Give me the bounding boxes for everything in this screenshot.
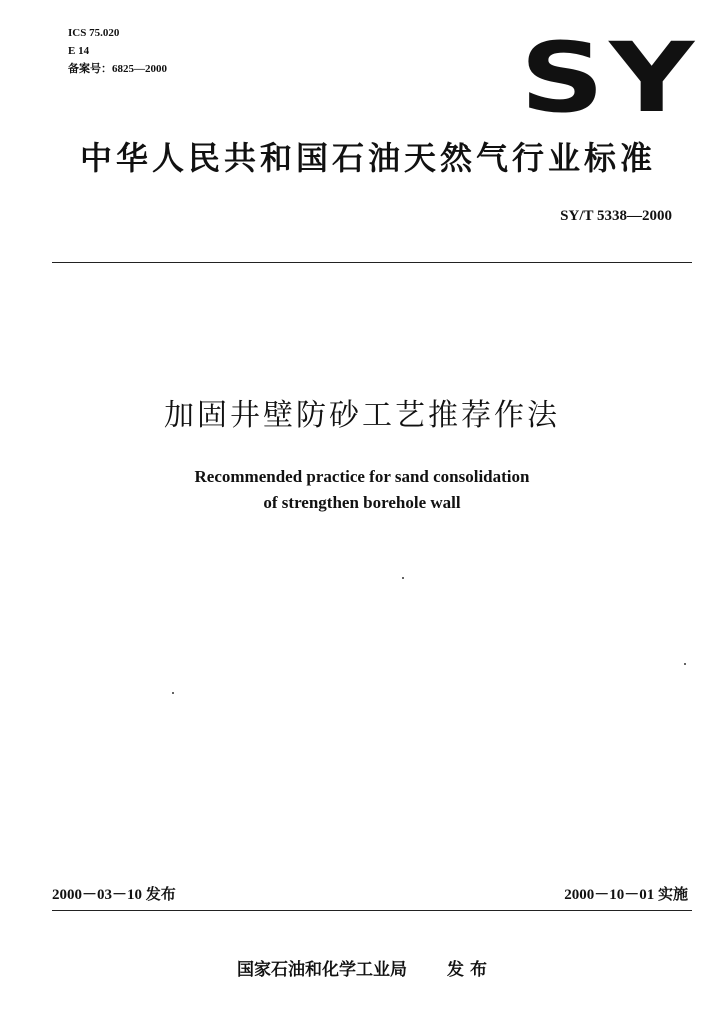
document-title-english bbox=[0, 464, 724, 516]
issuer-name: 国家石油和化学工业局 bbox=[237, 960, 408, 980]
sy-logo: SY bbox=[520, 22, 699, 134]
issuer-line bbox=[0, 955, 724, 980]
scan-speck bbox=[402, 577, 404, 579]
effective-date: 2000－10－01 实施 bbox=[564, 887, 688, 903]
issue-date: 2000－03－10 发布 bbox=[52, 887, 176, 903]
english-title-line-2: of strengthen borehole wall bbox=[263, 493, 461, 512]
document-title-chinese: 加固井壁防砂工艺推荐作法 bbox=[164, 398, 560, 433]
scan-speck bbox=[172, 692, 174, 694]
standard-number: SY/T 5338—2000 bbox=[560, 208, 672, 224]
classification-block bbox=[68, 24, 167, 78]
issuer-action: 发 布 bbox=[447, 960, 487, 980]
classification-code: E 14 bbox=[68, 45, 90, 57]
industry-standard-title: 中华人民共和国石油天然气行业标准 bbox=[80, 139, 657, 177]
top-divider bbox=[52, 262, 692, 263]
bottom-divider bbox=[52, 910, 692, 911]
scan-speck bbox=[684, 663, 686, 665]
filing-number: 备案号：6825—2000 bbox=[68, 63, 167, 75]
english-title-line-1: Recommended practice for sand consolidation bbox=[194, 467, 530, 486]
ics-code: ICS 75.020 bbox=[68, 27, 120, 39]
